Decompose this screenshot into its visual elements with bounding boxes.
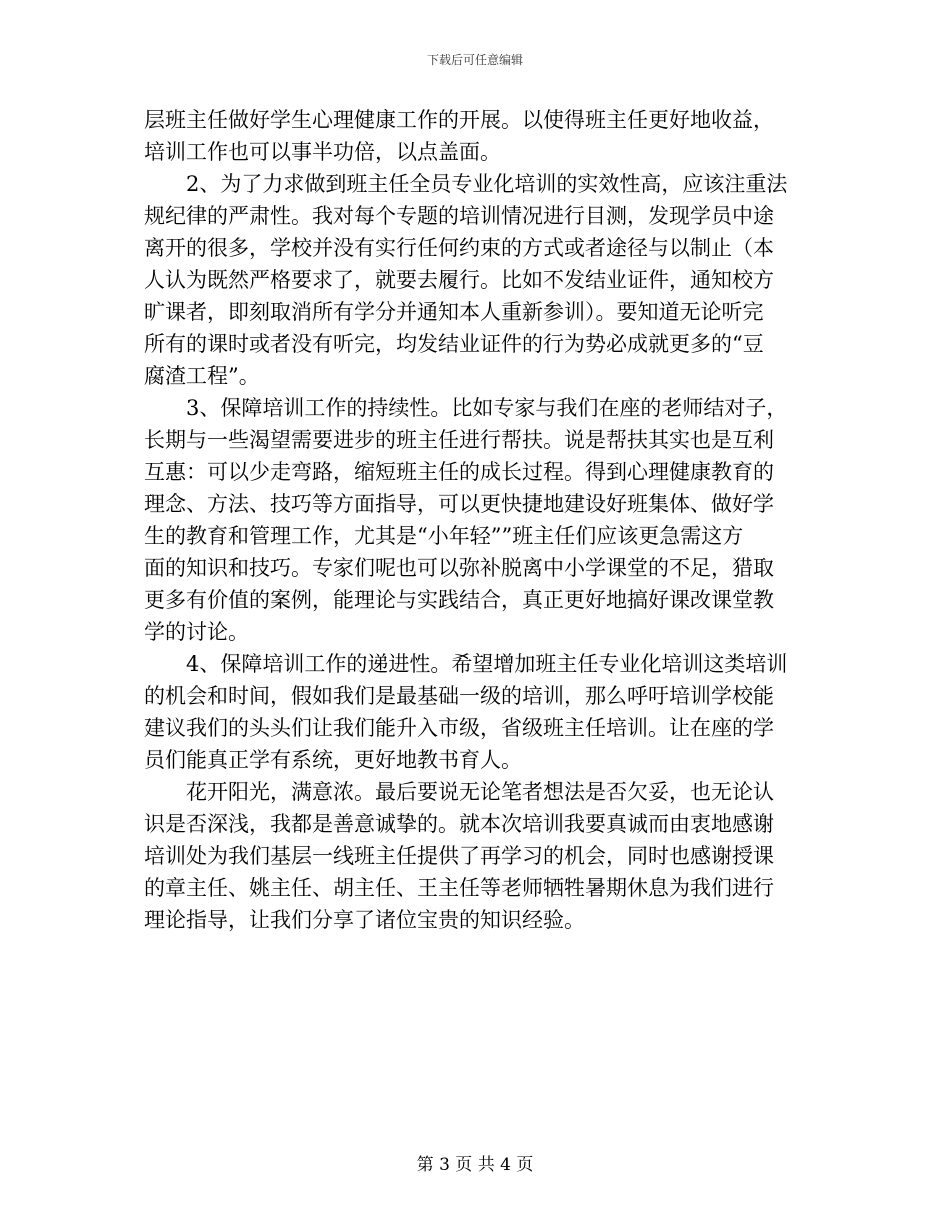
page-header: 下载后可任意编辑	[426, 53, 523, 67]
text-line: 所有的课时或者没有听完，均发结业证件的行为势必成就更多的“豆	[144, 332, 764, 356]
text-line: 离开的很多，学校并没有实行任何约束的方式或者途径与以制止（本	[144, 236, 774, 260]
text-line: 培训工作也可以事半功倍，以点盖面。	[144, 140, 501, 164]
text-line: 的机会和时间，假如我们是最基础一级的培训，那么呼吁培训学校能	[144, 684, 774, 708]
paragraph-start-line: 2、为了力求做到班主任全员专业化培训的实效性高，应该注重法	[186, 172, 788, 196]
text-line: 旷课者，即刻取消所有学分并通知本人重新参训）。要知道无论听完	[144, 300, 764, 324]
text-line: 长期与一些渴望需要进步的班主任进行帮扶。说是帮扶其实也是互利	[144, 428, 774, 452]
page-number-footer: 第 3 页 共 4 页	[416, 1155, 534, 1175]
text-line: 理论指导，让我们分享了诸位宝贵的知识经验。	[144, 908, 585, 932]
text-line: 更多有价值的案例，能理论与实践结合，真正更好地搞好课改课堂教	[144, 588, 774, 612]
text-line: 规纪律的严肃性。我对每个专题的培训情况进行目测，发现学员中途	[144, 204, 774, 228]
text-line: 建议我们的头头们让我们能升入市级，省级班主任培训。让在座的学	[144, 716, 774, 740]
text-line: 人认为既然严格要求了，就要去履行。比如不发结业证件，通知校方	[144, 268, 774, 292]
text-line: 的章主任、姚主任、胡主任、王主任等老师牺牲暑期休息为我们进行	[144, 876, 774, 900]
text-line: 面的知识和技巧。专家们呢也可以弥补脱离中小学课堂的不足，猎取	[144, 556, 774, 580]
paragraph-start-line: 花开阳光，满意浓。最后要说无论笔者想法是否欠妥，也无论认	[186, 780, 774, 804]
text-line: 识是否深浅，我都是善意诚挚的。就本次培训我要真诚而由衷地感谢	[144, 812, 774, 836]
text-line: 员们能真正学有系统，更好地教书育人。	[144, 748, 522, 772]
text-line: 腐渣工程”。	[144, 364, 260, 388]
text-line: 学的讨论。	[144, 620, 249, 644]
text-line: 培训处为我们基层一线班主任提供了再学习的机会，同时也感谢授课	[144, 844, 774, 868]
text-line: 互惠：可以少走弯路，缩短班主任的成长过程。得到心理健康教育的	[144, 460, 774, 484]
document-body	[144, 104, 816, 936]
text-line: 层班主任做好学生心理健康工作的开展。以使得班主任更好地收益，	[144, 108, 774, 132]
paragraph-start-line: 4、保障培训工作的递进性。希望增加班主任专业化培训这类培训	[186, 652, 788, 676]
text-line: 生的教育和管理工作，尤其是“小年轻””班主任们应该更急需这方	[144, 524, 744, 548]
paragraph-start-line: 3、保障培训工作的持续性。比如专家与我们在座的老师结对子，	[186, 396, 788, 420]
text-line: 理念、方法、技巧等方面指导，可以更快捷地建设好班集体、做好学	[144, 492, 774, 516]
